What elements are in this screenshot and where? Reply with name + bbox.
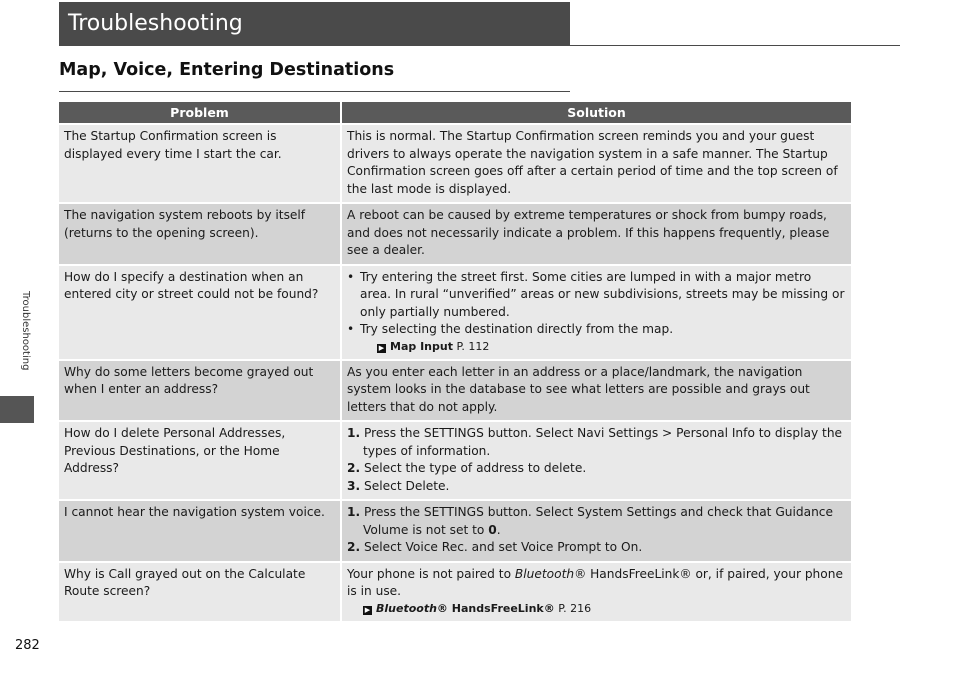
problem-cell: Why is Call grayed out on the Calculate Route screen? (59, 562, 341, 621)
solution-cell: This is normal. The Startup Confirmation screen reminds you and your guest drivers to always operate the navigation system in a safe manner. The Startup Confirmation screen goes off after a certain period of time and the top screen of the last mode is displayed. (341, 124, 851, 203)
problem-cell: How do I delete Personal Addresses, Previous Destinations, or the Home Address? (59, 421, 341, 500)
solution-bullet: • Try entering the street first. Some cities are lumped in with a major metro area. In rural “unverified” areas or new subdivisions, streets may be missing or only partially numbered. (347, 269, 846, 322)
page-number: 282 (15, 638, 40, 653)
problem-cell: The Startup Confirmation screen is displayed every time I start the car. (59, 124, 341, 203)
solution-cell: A reboot can be caused by extreme temperatures or shock from bumpy roads, and does not necessarily indicate a problem. If this happens frequently, please see a dealer. (341, 203, 851, 265)
troubleshooting-table (59, 102, 851, 621)
solution-text: Your phone is not paired to Bluetooth® HandsFreeLink® or, if paired, your phone is in use. (347, 566, 843, 598)
solution-bullet: • Try selecting the destination directly from the map. (347, 321, 846, 339)
problem-cell: Why do some letters become grayed out when I enter an address? (59, 360, 341, 422)
reference-arrow-icon: ▶ (364, 605, 371, 614)
solution-step: 2. Select the type of address to delete. (347, 461, 587, 475)
table-row (59, 124, 851, 203)
solution-cell (341, 265, 851, 360)
table-row (59, 360, 851, 422)
solution-cell (341, 500, 851, 562)
title-divider (59, 45, 900, 46)
reference-page: P. 112 (456, 339, 490, 353)
solution-cell: As you enter each letter in an address or a place/landmark, the navigation system looks in the database to see what letters are possible and grays out letters that do not apply. (341, 360, 851, 422)
column-header-problem: Problem (59, 102, 341, 124)
table-row (59, 500, 851, 562)
solution-cell (341, 421, 851, 500)
side-tab-marker[interactable] (0, 396, 34, 423)
section-divider (59, 91, 570, 92)
reference-arrow-icon: ▶ (378, 343, 385, 352)
table-row (59, 203, 851, 265)
page-title: Troubleshooting (59, 2, 570, 46)
table-header-row (59, 102, 851, 124)
problem-cell: The navigation system reboots by itself (returns to the opening screen). (59, 203, 341, 265)
table-row (59, 562, 851, 621)
solution-step: 3. Select Delete. (347, 478, 450, 493)
reference-page: P. 216 (558, 601, 592, 615)
reference-label: Bluetooth (376, 601, 437, 615)
problem-cell: I cannot hear the navigation system voice. (59, 500, 341, 562)
solution-step: 2. Select Voice Rec. and set Voice Prompt to On. (347, 540, 643, 554)
reference-label: Map Input (390, 339, 453, 353)
cross-reference-link[interactable] (377, 339, 846, 355)
solution-step: 1. Press the SETTINGS button. Select System Settings and check that Guidance Volume is not set to 0. (347, 505, 833, 537)
table-row (59, 265, 851, 360)
section-heading: Map, Voice, Entering Destinations (59, 60, 395, 80)
cross-reference-link[interactable]: ▶ Bluetooth® HandsFreeLink® P. 216 (364, 601, 592, 615)
table-row (59, 421, 851, 500)
solution-step: 1. Press the SETTINGS button. Select Navi Settings > Personal Info to display the types of information. (347, 426, 843, 458)
side-tab-label[interactable]: Troubleshooting (20, 291, 31, 371)
column-header-solution: Solution (341, 102, 851, 124)
problem-cell: How do I specify a destination when an entered city or street could not be found? (59, 265, 341, 360)
solution-cell (341, 562, 851, 621)
